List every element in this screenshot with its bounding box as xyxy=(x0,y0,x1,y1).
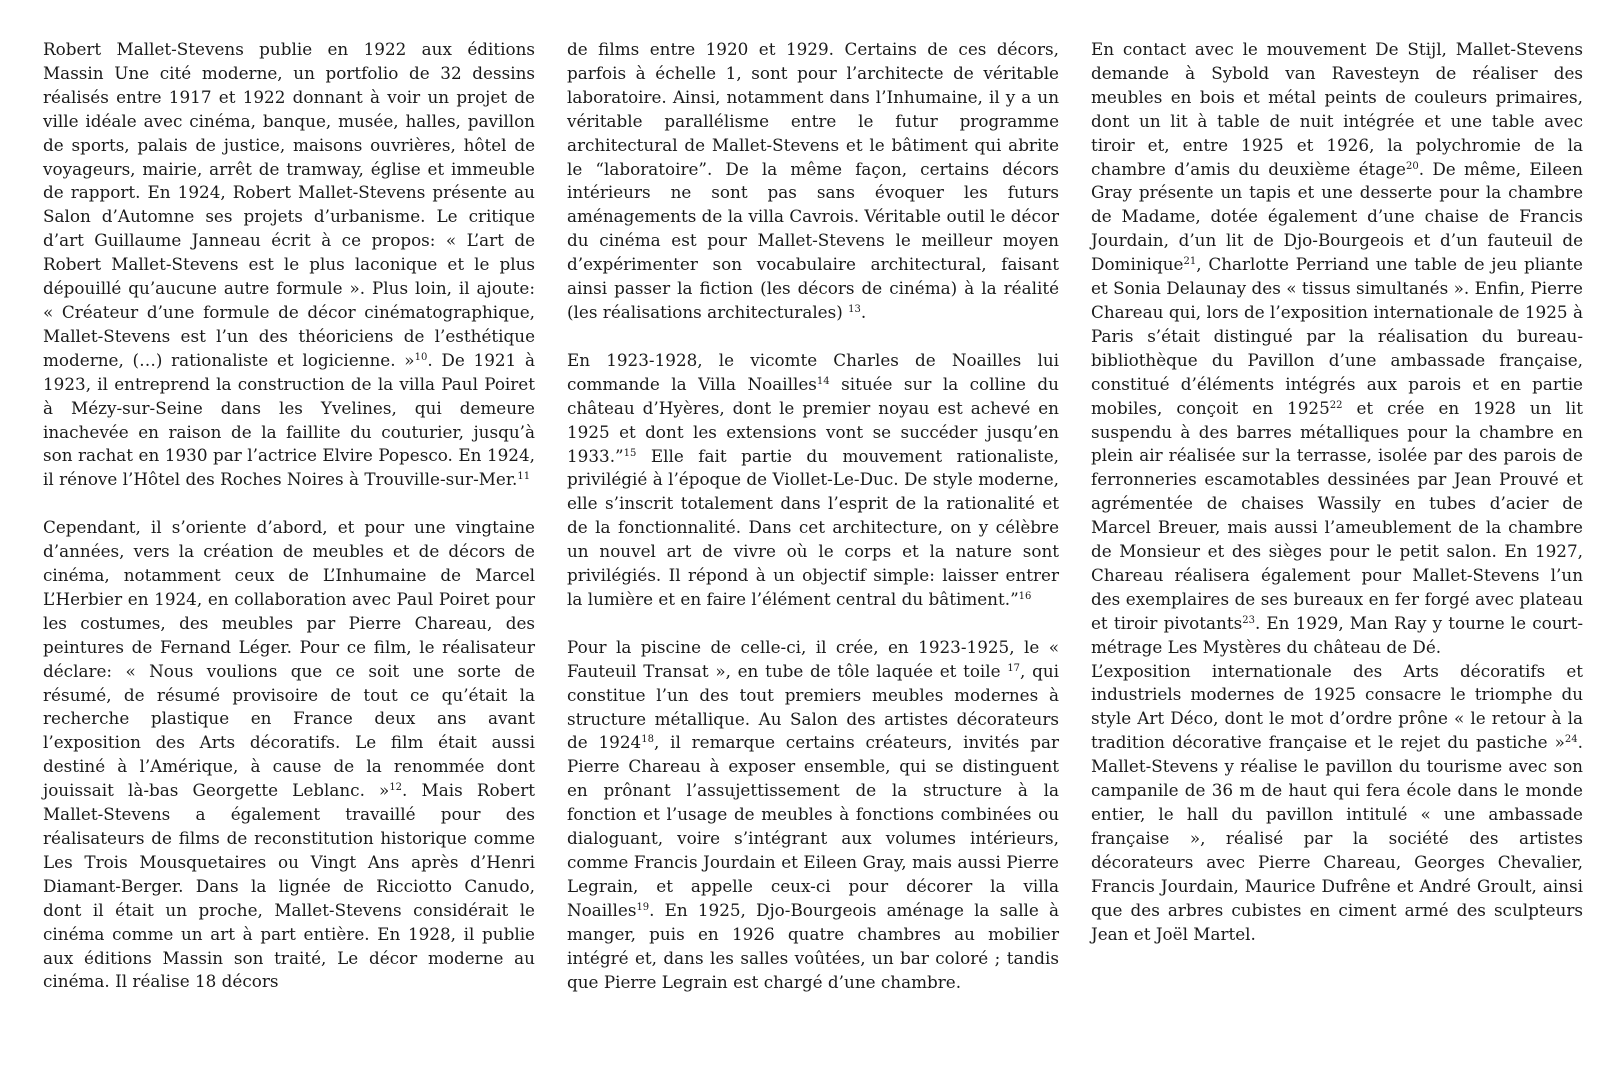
text-run: située sur la colline du château d’Hyères, dont le premier noyau est achevé en 1925 et dont les extensions vont se succéder jusqu’en 1933.” xyxy=(567,373,1059,466)
footnote-ref: 18 xyxy=(641,734,654,746)
text-run: . Mallet-Stevens y réalise le pavillon du tourisme avec son campanile de 36 m de haut qui fera école dans le monde entier, le hall du pavillon intitulé « une ambassade française », réalisé par la société des artistes décorateurs avec Pierre Chareau, Georges Chevalier, Francis Jourdain, Maurice Dufrêne et André Groult, ainsi que des arbres cubistes en ciment armé des sculpteurs Jean et Joël Martel. xyxy=(1091,732,1583,944)
paragraph xyxy=(567,349,1059,612)
text-run: , il remarque certains créateurs, invités par Pierre Chareau à exposer ensemble, qui se distinguent en prônant l’assujettissement de la structure à la fonction et l’usage de meubles à fonctions combinées ou dialoguant, voire s’intégrant aux volumes intérieurs, comme Francis Jourdain et Eileen Gray, mais aussi Pierre Legrain, et appelle ceux-ci pour décorer la villa Noailles xyxy=(567,732,1059,920)
footnote-ref: 10 xyxy=(414,351,428,363)
text-run: Elle fait partie du mouvement rationaliste, privilégié à l’époque de Viollet-Le-Duc. De style moderne, elle s’inscrit totalement dans l’esprit de la rationalité et de la fonctionnalité. Dans cet architecture, on y célèbre un nouvel art de vivre où le corps et la nature sont privilégiés. Il répond à un objectif simple: laisser entrer la lumière et en faire l’élément central du bâtiment.” xyxy=(567,445,1059,609)
text-column-1 xyxy=(43,38,535,994)
footnote-ref: 23 xyxy=(1242,614,1255,626)
text-run: En contact avec le mouvement De Stijl, Mallet-Stevens demande à Sybold van Ravesteyn de réaliser des meubles en bois et métal peints de couleurs primaires, dont un lit à table de nuit intégrée et une table avec tiroir et, entre 1925 et 1926, la polychromie de la chambre d’amis du deuxième étage xyxy=(1091,39,1583,179)
text-run: . Mais Robert Mallet-Stevens a également travaillé pour des réalisateurs de films de reconstitution historique comme Les Trois Mousquetaires ou Vingt Ans après d’Henri Diamant-Berger. Dans la lignée de Ricciotto Canudo, dont il était un proche, Mallet-Stevens considérait le cinéma comme un art à part entière. En 1928, il publie aux éditions Massin son traité, Le décor moderne au cinéma. Il réalise 18 décors xyxy=(43,780,535,992)
footnote-ref: 14 xyxy=(816,375,830,387)
text-run: . En 1925, Djo-Bourgeois aménage la salle à manger, puis en 1926 quatre chambres au mobilier intégré et, dans les salles voûtées, un bar coloré ; tandis que Pierre Legrain est chargé d’une chambre. xyxy=(567,899,1059,992)
paragraph xyxy=(567,38,1059,325)
footnote-ref: 13 xyxy=(848,303,861,315)
text-run: . De 1921 à 1923, il entreprend la construction de la villa Paul Poiret à Mézy-sur-Seine dans les Yvelines, qui demeure inachevée en raison de la faillite du couturier, jusqu’à son rachat en 1930 par l’actrice Elvire Popesco. En 1924, il rénove l’Hôtel des Roches Noires à Trouville-sur-Mer. xyxy=(43,349,535,490)
text-run: de films entre 1920 et 1929. Certains de ces décors, parfois à échelle 1, sont pour l’architecte de véritable laboratoire. Ainsi, notamment dans l’Inhumaine, il y a un véritable parallélisme entre le futur programme architectural de Mallet-Stevens et le bâtiment qui abrite le “laboratoire”. De la même façon, certains décors intérieurs ne sont pas sans évoquer les futurs aménagements de la villa Cavrois. Véritable outil le décor du cinéma est pour Mallet-Stevens le meilleur moyen d’expérimenter son vocabulaire architectural, faisant ainsi passer la fiction (les décors de cinéma) à la réalité (les réalisations architecturales) xyxy=(567,39,1059,322)
paragraph xyxy=(43,516,535,994)
footnote-ref: 21 xyxy=(1183,256,1197,268)
text-run: et crée en 1928 un lit suspendu à des barres métalliques pour la chambre en plein air réalisée sur la terrasse, isolée par des parois de ferronneries escamotables dessinées par Jean Prouvé et agrémentée de chaises Wassily en tubes d’acier de Marcel Breuer, mais aussi l’ameublement de la chambre de Monsieur et des sièges pour le petit salon. En 1927, Chareau réalisera également pour Mallet-Stevens l’un des exemplaires de ses bureaux en fer forgé avec plateau et tiroir pivotants xyxy=(1091,397,1583,633)
text-column-3 xyxy=(1091,38,1583,946)
footnote-ref: 24 xyxy=(1564,734,1578,746)
text-run: L’exposition internationale des Arts décoratifs et industriels modernes de 1925 consacre le triomphe du style Art Déco, dont le mot d’ordre prône « le retour à la tradition décorative française et le rejet du pastiche » xyxy=(1091,660,1583,753)
paragraph xyxy=(43,38,535,492)
footnote-ref: 17 xyxy=(1007,662,1021,674)
footnote-ref: 22 xyxy=(1329,399,1343,411)
paragraph xyxy=(567,636,1059,995)
footnote-ref: 19 xyxy=(636,901,650,913)
footnote-ref: 20 xyxy=(1405,160,1419,172)
footnote-ref: 15 xyxy=(623,447,637,459)
footnote-ref: 16 xyxy=(1018,590,1032,602)
text-run: En 1923-1928, le vicomte Charles de Noailles lui commande la Villa Noailles xyxy=(567,349,1059,394)
text-run: . De même, Eileen Gray présente un tapis et une desserte pour la chambre de Madame, dotée également d’une chaise de Francis Jourdain, d’un lit de Djo-Bourgeois et d’un fauteuil de Dominique xyxy=(1091,158,1583,275)
footnote-ref: 12 xyxy=(389,782,403,794)
footnote-ref: 11 xyxy=(517,471,531,483)
paragraph xyxy=(1091,660,1583,947)
text-run: Robert Mallet-Stevens publie en 1922 aux éditions Massin Une cité moderne, un portfolio de 32 dessins réalisés entre 1917 et 1922 donnant à voir un projet de ville idéale avec cinéma, banque, musée, halles, pavillon de sports, palais de justice, maisons ouvrières, hôtel de voyageurs, mairie, arrêt de tramway, église et immeuble de rapport. En 1924, Robert Mallet-Stevens présente au Salon d’Automne ses projets d’urbanisme. Le critique d’art Guillaume Janneau écrit à ce propos: « L’art de Robert Mallet-Stevens est le plus laconique et le plus dépouillé qu’aucune autre formule ». Plus loin, il ajoute: « Créateur d’une formule de décor cinématographique, Mallet-Stevens est l’un des théoriciens de l’esthétique moderne, (…) rationaliste et logicienne. » xyxy=(43,39,535,370)
text-column-2 xyxy=(567,38,1059,994)
paragraph xyxy=(1091,38,1583,660)
text-run: , Charlotte Perriand une table de jeu pliante et Sonia Delaunay des « tissus simultanés ». Enfin, Pierre Chareau qui, lors de l’exposition internationale de 1925 à Paris s’était distingué par la réalisation du bureau-bibliothèque du Pavillon d’une ambassade française, constitué d’éléments intégrés aux parois et en partie mobiles, conçoit en 1925 xyxy=(1091,254,1583,418)
text-run: Pour la piscine de celle-ci, il crée, en 1923-1925, le « Fauteuil Transat », en tube de tôle laquée et toile xyxy=(567,636,1059,681)
text-run: Cependant, il s’oriente d’abord, et pour une vingtaine d’années, vers la création de meubles et de décors de cinéma, notamment ceux de L’Inhumaine de Marcel L’Herbier en 1924, en collaboration avec Paul Poiret pour les costumes, des meubles par Pierre Chareau, des peintures de Fernand Léger. Pour ce film, le réalisateur déclare: « Nous voulions que ce soit une sorte de résumé, de résumé provisoire de tout ce qu’était la recherche plastique en France deux ans avant l’exposition des Arts décoratifs. Le film était aussi destiné à l’Amérique, à cause de la renommée dont jouissait là-bas Georgette Leblanc. » xyxy=(43,517,535,801)
text-run: , qui constitue l’un des tout premiers meubles modernes à structure métallique. Au Salon des artistes décorateurs de 1924 xyxy=(567,660,1060,753)
text-run: . xyxy=(860,301,867,322)
text-run: . En 1929, Man Ray y tourne le court-métrage Les Mystères du château de Dé. xyxy=(1091,612,1583,657)
